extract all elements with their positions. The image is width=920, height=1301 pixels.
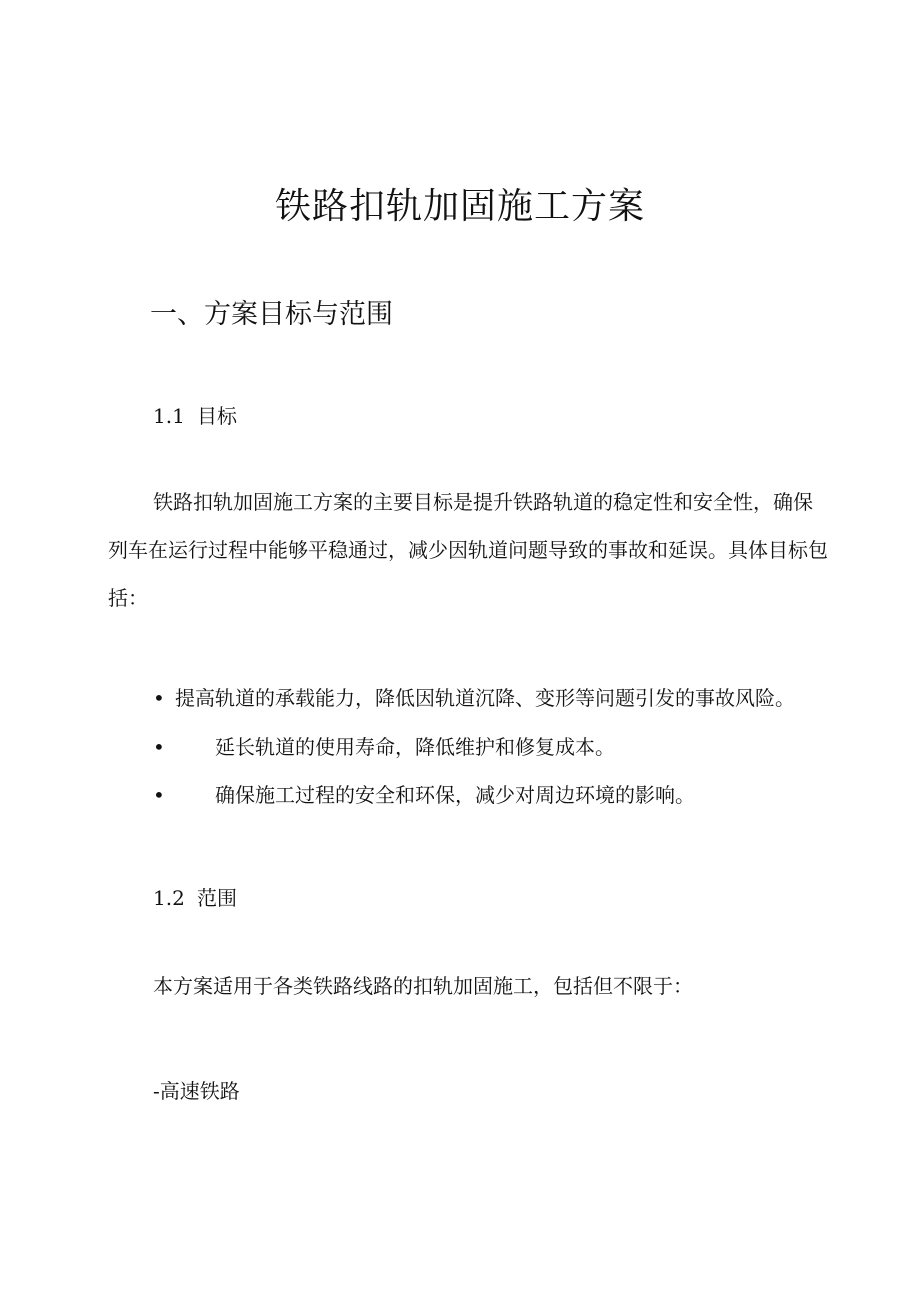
subsection-label: 目标	[197, 404, 237, 428]
bullet-text: 确保施工过程的安全和环保，减少对周边环境的影响。	[215, 783, 695, 807]
scope-list-item: -高速铁路	[153, 1079, 240, 1103]
scope-paragraph: 本方案适用于各类铁路线路的扣轨加固施工，包括但不限于：	[153, 974, 693, 998]
subsection-heading-scope	[153, 882, 237, 911]
subsection-number: 1.1	[153, 404, 185, 428]
section-heading: 一、方案目标与范围	[150, 299, 393, 330]
bullet-text: 延长轨道的使用寿命，降低维护和修复成本。	[215, 735, 615, 759]
bullet-item	[153, 731, 615, 760]
document-title: 铁路扣轨加固施工方案	[274, 186, 645, 227]
bullet-marker: •	[153, 783, 165, 807]
subsection-number: 1.2	[153, 886, 185, 910]
bullet-marker: •	[153, 735, 165, 759]
bullet-marker: •	[153, 686, 165, 710]
subsection-label: 范围	[197, 886, 237, 910]
bullet-text: 提高轨道的承载能力，降低因轨道沉降、变形等问题引发的事故风险。	[175, 686, 795, 710]
goals-paragraph: 铁路扣轨加固施工方案的主要目标是提升铁路轨道的稳定性和安全性，确保列车在运行过程中能够平稳通过，减少因轨道问题导致的事故和延误。具体目标包括：	[108, 490, 828, 610]
subsection-heading-goals	[153, 400, 237, 429]
bullet-item	[153, 682, 795, 711]
bullet-item	[153, 779, 695, 808]
